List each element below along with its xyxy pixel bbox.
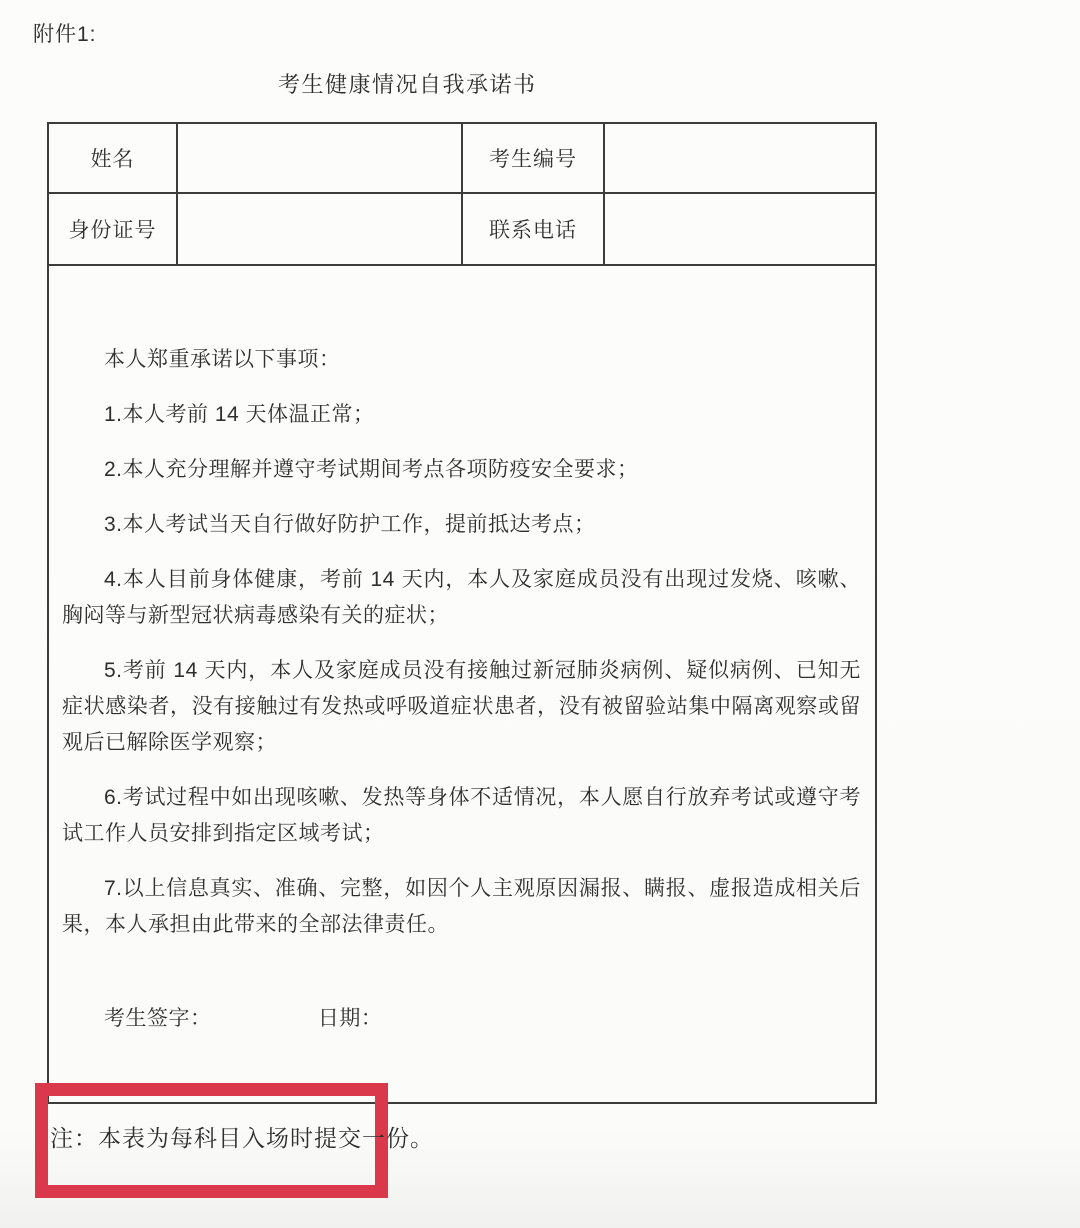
note-text: 注：本表为每科目入场时提交一份。 [50,1125,434,1151]
id-number-label-cell: 身份证号 [49,194,178,266]
candidate-number-label-cell: 考生编号 [463,124,605,194]
phone-value-cell [605,194,875,266]
commitment-item-4: 4.本人目前身体健康，考前 14 天内，本人及家庭成员没有出现过发烧、咳嗽、胸闷等与新型冠状病毒感染有关的症状； [62,568,861,627]
commitment-item-2: 2.本人充分理解并遵守考试期间考点各项防疫安全要求； [104,458,639,481]
attachment-label: 附件1: [33,23,97,46]
signature-row [62,1001,861,1037]
form-table [47,122,877,1104]
signature-label: 考生签字： [104,1007,212,1030]
name-value-cell [178,124,463,194]
commitment-item-5: 5.考前 14 天内，本人及家庭成员没有接触过新冠肺炎病例、疑似病例、已知无症状感染者，没有接触过有发热或呼吸道症状患者，没有被留验站集中隔离观察或留观后已解除医学观察； [62,659,861,754]
candidate-number-value-cell [605,124,875,194]
phone-label-cell: 联系电话 [463,194,605,266]
id-number-value-cell [178,194,463,266]
document-title: 考生健康情况自我承诺书 [278,72,537,97]
commitment-item-6: 6.考试过程中如出现咳嗽、发热等身体不适情况，本人愿自行放弃考试或遵守考试工作人员安排到指定区域考试； [62,786,861,845]
commitment-item-1: 1.本人考前 14 天体温正常； [104,403,375,426]
date-label: 日期： [317,1007,383,1030]
commitment-intro: 本人郑重承诺以下事项： [104,348,341,371]
commitment-item-7: 7.以上信息真实、准确、完整，如因个人主观原因漏报、瞒报、虚报造成相关后果，本人承担由此带来的全部法律责任。 [62,877,861,936]
commitment-body-cell [49,266,875,1102]
commitment-item-3: 3.本人考试当天自行做好防护工作，提前抵达考点； [104,513,596,536]
name-label-cell: 姓名 [49,124,178,194]
